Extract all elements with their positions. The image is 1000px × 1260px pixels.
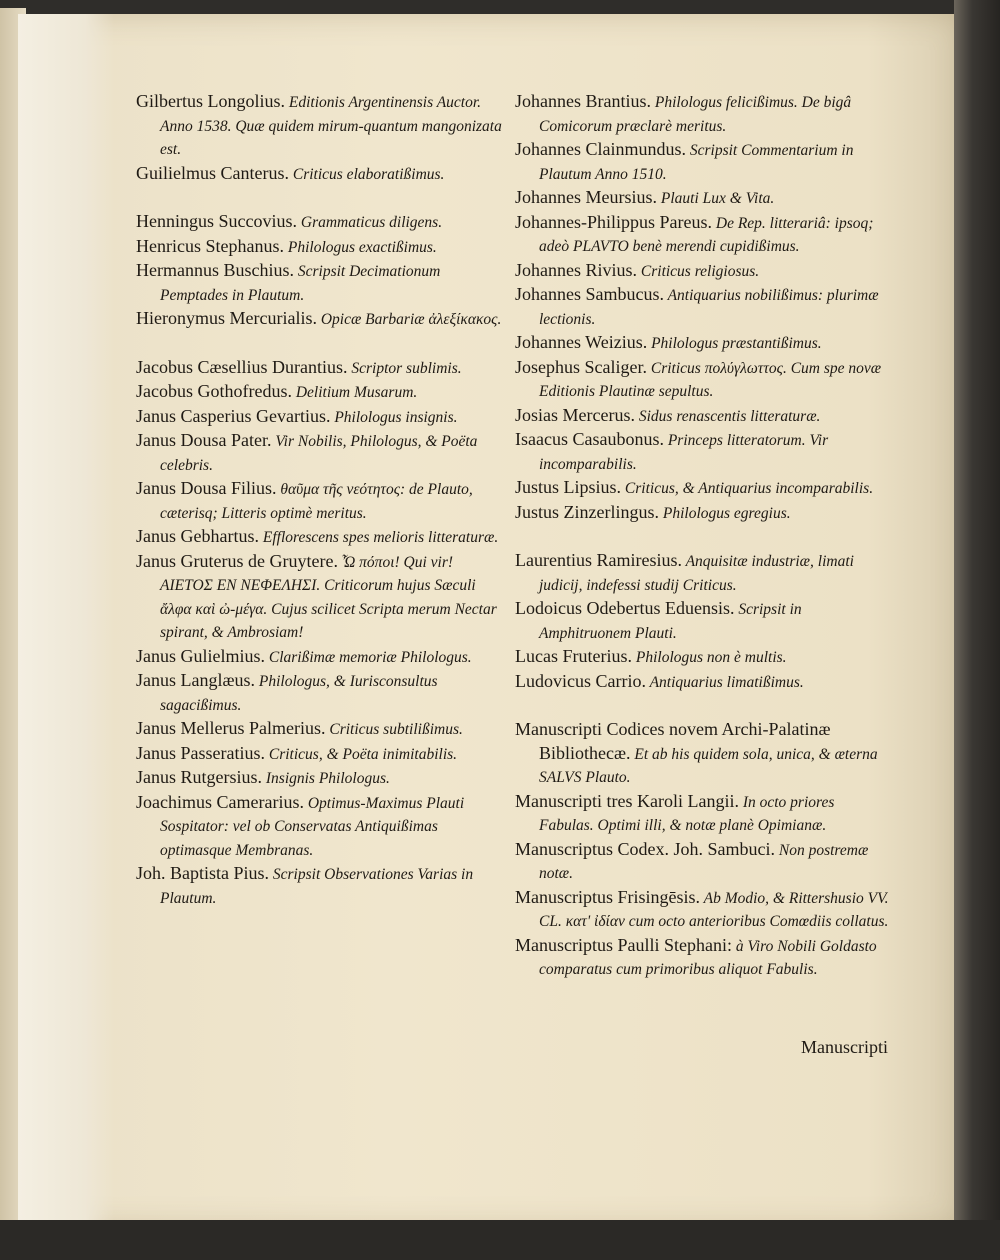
entry-description: Insignis Philologus. (262, 770, 390, 787)
entry-name: Jacobus Gothofredus. (136, 381, 292, 401)
entry-description: Optimus-Maximus Plauti Sospitator: vel ob Conservatas Antiquißimas optimasque Membranas. (160, 794, 465, 859)
entry-description: Grammaticus diligens. (297, 214, 443, 231)
entry-name: Johannes Weizius. (515, 332, 648, 352)
entry-description: Antiquarius nobilißimus: plurimæ lectionis. (539, 287, 879, 328)
catalog-entry (515, 283, 891, 331)
entry-description: Criticus, & Poëta inimitabilis. (265, 745, 458, 763)
entry-description: Anquisitæ industriæ, limati judicij, indefessi studij Criticus. (539, 553, 854, 594)
section-gap (515, 525, 891, 549)
entry-description: Scriptor sublimis. (347, 359, 462, 377)
entry-description: Vir Nobilis, Philologus, & Poëta celebris. (160, 433, 478, 474)
catalog-entry (515, 549, 891, 597)
catalog-entry (136, 210, 508, 235)
entry-name: Manuscriptus Codex. Joh. Sambuci. (515, 838, 775, 859)
section-gap (136, 186, 508, 210)
entry-description: Editionis Argentinensis Auctor. Anno 1538. Quæ quidem mirum-quantum mangonizata est. (160, 94, 502, 158)
section-gap (515, 694, 891, 718)
catalog-entry (136, 235, 508, 260)
entry-description: Scripsit in Amphitruonem Plauti. (539, 601, 802, 642)
catalog-entry (515, 356, 891, 404)
catalog-entry (136, 525, 508, 550)
entry-name: Jacobus Cæsellius Durantius. (136, 356, 348, 377)
entry-description: Philologus non è multis. (631, 649, 787, 666)
entry-name: Lucas Fruterius. (515, 646, 632, 666)
entry-name: Henricus Stephanus. (136, 235, 284, 256)
entry-description: Ὦ πόποι! Qui vir! ΑΙΕΤΟΣ ΕΝ ΝΕΦΕΛΗΣΙ. Criticorum hujus Sæculi ἄλφα καὶ ὠ-μέγα. Cujus scilicet Scripta merum Nectar spirant, & Ambrosiam! (160, 553, 497, 641)
entry-name: Johannes Meursius. (515, 187, 657, 207)
catalog-entry (136, 791, 508, 863)
entry-description: Philologus præstantißimus. (647, 335, 822, 352)
entry-description: Criticus elaboratißimus. (288, 165, 445, 183)
entry-description: Philologus egregius. (659, 504, 791, 522)
catalog-entry (515, 138, 891, 186)
catalog-entry (136, 405, 508, 430)
entry-name: Johannes Rivius. (515, 259, 638, 280)
entry-description: Et ab his quidem sola, unica, & æterna SALVS Plauto. (539, 745, 878, 786)
entry-description: à Viro Nobili Goldasto comparatus cum primoribus aliquot Fabulis. (539, 937, 877, 978)
entry-name: Manuscriptus Frisingēsis. (515, 886, 701, 907)
catalog-entry (136, 742, 508, 767)
catalog-entry (515, 790, 891, 838)
catalog-entry (515, 428, 891, 476)
catalog-entry (515, 718, 891, 790)
catalog-entry (515, 90, 891, 138)
entry-name: Janus Gruterus de Gruytere. (136, 550, 338, 571)
left-column (136, 90, 508, 910)
entry-name: Gilbertus Longolius. (136, 91, 285, 111)
entry-description: Efflorescens spes melioris litteraturæ. (258, 529, 499, 546)
catalog-entry (515, 934, 891, 982)
entry-name: Janus Rutgersius. (136, 767, 262, 787)
entry-name: Janus Dousa Filius. (136, 478, 277, 498)
catalog-entry (136, 259, 508, 307)
entry-description: Scripsit Observationes Varias in Plautum. (160, 866, 474, 907)
entry-name: Ludovicus Carrio. (515, 670, 646, 691)
entry-name: Johannes Sambucus. (515, 284, 664, 304)
entry-description: Scripsit Decimationum Pemptades in Plautum. (160, 263, 441, 304)
entry-description: Philologus insignis. (330, 408, 458, 426)
entry-name: Manuscripti tres Karoli Langii. (515, 790, 739, 811)
entry-name: Joachimus Camerarius. (136, 791, 304, 812)
entry-description: Philologus exactißimus. (283, 238, 437, 256)
catalog-entry (136, 380, 508, 405)
entry-name: Janus Mellerus Palmerius. (136, 718, 326, 738)
catalog-entry (136, 862, 508, 910)
entry-name: Joh. Baptista Pius. (136, 863, 270, 883)
entry-name: Janus Dousa Pater. (136, 430, 272, 450)
entry-description: θαῦμα τῆς νεότητος: de Plauto, cæterisq; Litteris optimè meritus. (160, 481, 473, 522)
entry-description: Clarißimæ memoriæ Philologus. (265, 648, 472, 666)
catalog-entry (136, 429, 508, 477)
catchword: Manuscripti (801, 1037, 888, 1057)
entry-name: Josephus Scaliger. (515, 356, 647, 377)
catalog-entry (515, 186, 891, 211)
catalog-entry (515, 597, 891, 645)
entry-description: In octo priores Fabulas. Optimi illi, & notæ planè Opimianæ. (539, 793, 835, 834)
entry-description: Sidus renascentis litteraturæ. (634, 407, 821, 425)
entry-name: Lodoicus Odebertus Eduensis. (515, 598, 735, 618)
catalog-entry (515, 838, 891, 886)
entry-description: Ab Modio, & Rittershusio VV. CL. κατ' ἰδίαν cum octo anterioribus Comœdiis collatus. (539, 889, 889, 930)
catalog-entry (515, 670, 891, 695)
scan-border-right (954, 0, 1000, 1260)
right-column (515, 90, 891, 982)
entry-name: Henningus Succovius. (136, 211, 297, 231)
entry-name: Janus Passeratius. (136, 742, 265, 763)
catalog-entry (136, 307, 508, 332)
entry-name: Justus Zinzerlingus. (515, 501, 659, 522)
catalog-entry (136, 766, 508, 791)
entry-name: Johannes-Philippus Pareus. (515, 211, 712, 232)
entry-description: Criticus subtilißimus. (325, 721, 463, 738)
entry-description: Antiquarius limatißimus. (645, 673, 804, 691)
catalog-entry (515, 259, 891, 284)
entry-description: Princeps litteratorum. Vir incomparabilis. (539, 432, 829, 473)
entry-description: Scripsit Commentarium in Plautum Anno 1510. (539, 142, 854, 183)
entry-description: Philologus, & Iurisconsultus sagacißimus. (160, 673, 438, 714)
entry-name: Janus Langlæus. (136, 670, 255, 690)
catalog-entry (136, 356, 508, 381)
scan-border-bottom (0, 1220, 1000, 1260)
entry-description: Opicæ Barbariæ ἀλεξίκακος. (316, 311, 502, 328)
catalog-entry (515, 476, 891, 501)
catalog-entry (136, 669, 508, 717)
entry-name: Laurentius Ramiresius. (515, 550, 682, 570)
entry-description: Plauti Lux & Vita. (657, 190, 775, 207)
catalog-entry (136, 645, 508, 670)
entry-description: Non postremæ notæ. (539, 841, 869, 882)
entry-name: Janus Gulielmius. (136, 645, 265, 666)
entry-name: Guilielmus Canterus. (136, 162, 289, 183)
catalog-entry (515, 886, 891, 934)
entry-description: Criticus πολύγλωττος. Cum spe novæ Editionis Plautinæ sepultus. (539, 359, 882, 400)
page-gutter (18, 14, 114, 1228)
catalog-entry (515, 645, 891, 670)
catalog-entry (136, 90, 508, 162)
entry-description: Criticus religiosus. (637, 262, 760, 280)
entry-description: Philologus felicißimus. De bigâ Comicorum præclarè meritus. (539, 94, 852, 135)
catalog-entry (515, 501, 891, 526)
entry-name: Manuscriptus Paulli Stephani: (515, 934, 732, 955)
catalog-entry (136, 717, 508, 742)
entry-description: Criticus, & Antiquarius incomparabilis. (621, 480, 874, 497)
entry-description: De Rep. litterariâ: ipsoq; adeò PLAVTO benè merendi cupidißimus. (539, 214, 874, 255)
entry-name: Hieronymus Mercurialis. (136, 308, 317, 328)
section-gap (136, 332, 508, 356)
catalog-entry (136, 162, 508, 187)
catalog-entry (515, 211, 891, 259)
catalog-entry (515, 331, 891, 356)
entry-name: Josias Mercerus. (515, 404, 635, 425)
entry-name: Janus Gebhartus. (136, 526, 259, 546)
entry-name: Isaacus Casaubonus. (515, 429, 664, 449)
entry-name: Manuscripti Codices novem Archi-Palatinæ Bibliothecæ. (515, 719, 831, 763)
entry-name: Janus Casperius Gevartius. (136, 405, 331, 426)
catalog-entry (136, 550, 508, 645)
entry-name: Justus Lipsius. (515, 477, 622, 497)
entry-name: Hermannus Buschius. (136, 260, 294, 280)
entry-name: Johannes Brantius. (515, 91, 651, 111)
entry-description: Delitium Musarum. (291, 384, 418, 401)
entry-name: Johannes Clainmundus. (515, 139, 686, 159)
catalog-entry (136, 477, 508, 525)
catalog-entry (515, 404, 891, 429)
